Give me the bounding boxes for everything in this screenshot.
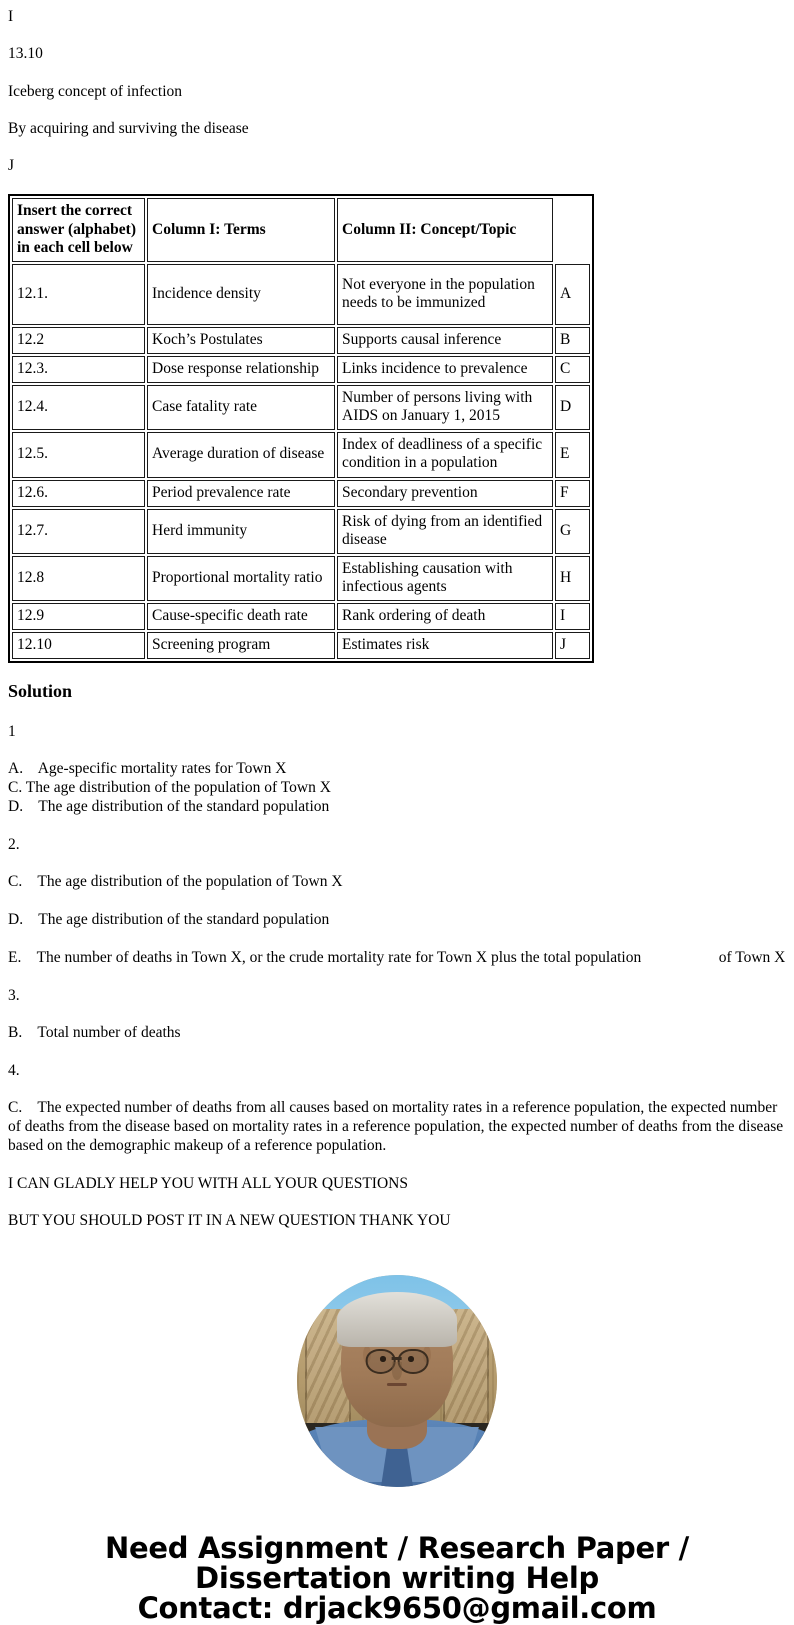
row-term: Screening program: [147, 632, 335, 659]
photo-nose: [392, 1362, 402, 1380]
row-concept: Links incidence to prevalence: [337, 356, 553, 383]
table-row: [12, 432, 590, 477]
row-number: 12.6.: [12, 480, 145, 507]
solution-heading: Solution: [8, 681, 73, 702]
match-table-wrapper: [8, 194, 786, 663]
photo-lens-right: [398, 1349, 428, 1374]
table-row: [12, 632, 590, 659]
answer-group-2: [8, 873, 786, 968]
row-letter: E: [555, 432, 590, 477]
document-page: [0, 8, 794, 1623]
row-number: 12.2: [12, 327, 145, 354]
row-term: Cause-specific death rate: [147, 603, 335, 630]
answer-option-c-long: C. The expected number of deaths from all causes based on mortality rates in a reference population, the expected number of deaths from the disease based on mortality rates in a reference population, the expected number of deaths from the disease based on the demographic makeup of a reference population.: [8, 1099, 788, 1155]
question-number-2: 2.: [8, 836, 20, 853]
row-term: Incidence density: [147, 264, 335, 325]
question-number-4: 4.: [8, 1062, 20, 1080]
footer-line-2: Contact: drjack9650@gmail.com: [137, 1591, 657, 1625]
table-header-row: [12, 198, 590, 261]
row-concept: Supports causal inference: [337, 327, 553, 354]
match-table: [8, 194, 594, 663]
question-number-1: 1: [8, 723, 16, 740]
footer-line-1: Need Assignment / Research Paper / Dissertation writing Help: [105, 1530, 689, 1595]
row-letter: C: [555, 356, 590, 383]
row-term: Period prevalence rate: [147, 480, 335, 507]
portrait-photo: [297, 1275, 497, 1487]
row-concept: Not everyone in the population needs to be immunized: [337, 264, 553, 325]
header-cell-column-ii: Column II: Concept/Topic: [337, 198, 553, 261]
photo-mouth: [387, 1383, 407, 1386]
table-row: [12, 385, 590, 430]
row-number: 12.10: [12, 632, 145, 659]
header-cell-column-i: Column I: Terms: [147, 198, 335, 261]
answer-option-a: A. Age-specific mortality rates for Town X: [8, 760, 287, 778]
row-concept: Number of persons living with AIDS on January 1, 2015: [337, 385, 553, 430]
row-letter: I: [555, 603, 590, 630]
intro-line-1: I: [8, 8, 14, 25]
closing-line-2: BUT YOU SHOULD POST IT IN A NEW QUESTION THANK YOU: [8, 1212, 451, 1230]
row-letter: G: [555, 509, 590, 554]
row-term: Proportional mortality ratio: [147, 556, 335, 601]
answer-group-1: [8, 760, 786, 817]
row-term: Average duration of disease: [147, 432, 335, 477]
table-row: [12, 556, 590, 601]
intro-line-4: By acquiring and surviving the disease: [8, 119, 249, 137]
row-concept: Estimates risk: [337, 632, 553, 659]
row-number: 12.7.: [12, 509, 145, 554]
row-letter: D: [555, 385, 590, 430]
answer-option-b: B. Total number of deaths: [8, 1024, 181, 1042]
table-row: [12, 603, 590, 630]
intro-line-2: 13.10: [8, 45, 43, 63]
row-term: Herd immunity: [147, 509, 335, 554]
answer-option-c: C. The age distribution of the population of Town X: [8, 873, 343, 891]
row-number: 12.4.: [12, 385, 145, 430]
row-term: Dose response relationship: [147, 356, 335, 383]
row-letter: J: [555, 632, 590, 659]
answer-option-d: D. The age distribution of the standard population: [8, 798, 330, 816]
row-concept: Risk of dying from an identified disease: [337, 509, 553, 554]
footer-heading: [8, 1530, 786, 1625]
row-number: 12.1.: [12, 264, 145, 325]
row-letter: A: [555, 264, 590, 325]
closing-line-1: I CAN GLADLY HELP YOU WITH ALL YOUR QUESTIONS: [8, 1175, 408, 1193]
row-number: 12.8: [12, 556, 145, 601]
row-letter: H: [555, 556, 590, 601]
row-number: 12.9: [12, 603, 145, 630]
question-number-3: 3.: [8, 987, 20, 1004]
table-row: [12, 264, 590, 325]
row-concept: Establishing causation with infectious agents: [337, 556, 553, 601]
intro-line-3: Iceberg concept of infection: [8, 82, 183, 100]
row-number: 12.3.: [12, 356, 145, 383]
row-letter: F: [555, 480, 590, 507]
answer-option-c: C. The age distribution of the population of Town X: [8, 779, 331, 797]
photo-glasses-bridge: [392, 1357, 402, 1360]
table-row: [12, 509, 590, 554]
answer-option-e: E. The number of deaths in Town X, or the crude mortality rate for Town X plus the total population of Town X: [8, 949, 786, 967]
portrait-photo-block: [8, 1275, 786, 1487]
row-concept: Index of deadliness of a specific condition in a population: [337, 432, 553, 477]
answer-group-3: [8, 1024, 786, 1043]
row-concept: Secondary prevention: [337, 480, 553, 507]
row-number: 12.5.: [12, 432, 145, 477]
photo-hair: [337, 1292, 457, 1347]
row-concept: Rank ordering of death: [337, 603, 553, 630]
table-row: [12, 356, 590, 383]
header-cell-instruction: Insert the correct answer (alphabet) in each cell below: [12, 198, 145, 261]
intro-line-5: J: [8, 157, 15, 175]
row-term: Case fatality rate: [147, 385, 335, 430]
answer-option-d: D. The age distribution of the standard population: [8, 911, 330, 929]
document-content: [0, 8, 794, 1623]
table-row: [12, 480, 590, 507]
table-row: [12, 327, 590, 354]
row-term: Koch’s Postulates: [147, 327, 335, 354]
row-letter: B: [555, 327, 590, 354]
header-cell-answer-blank: [555, 198, 590, 261]
